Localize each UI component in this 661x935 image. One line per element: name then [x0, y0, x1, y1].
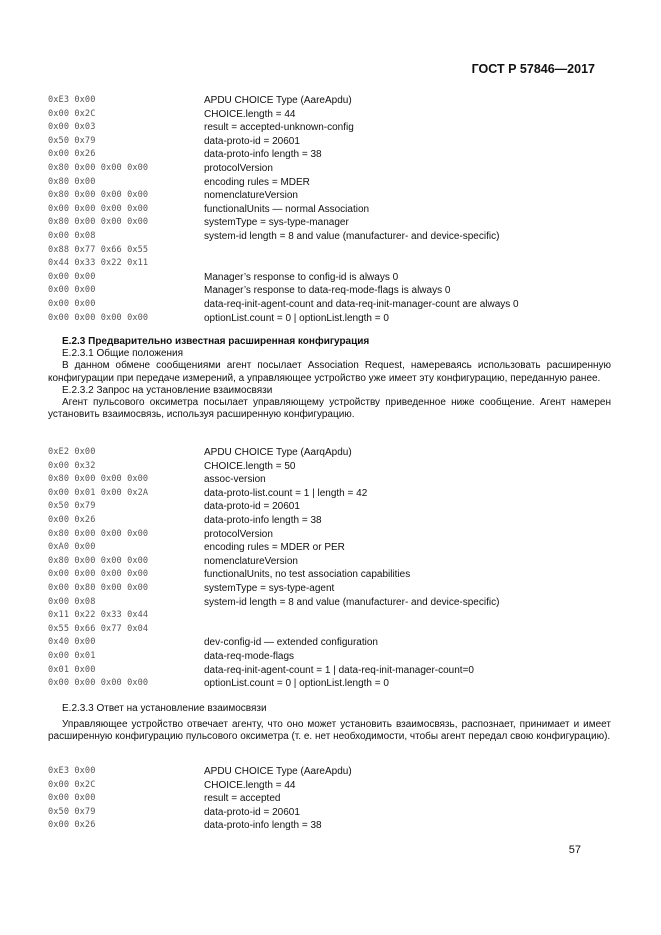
hex-bytes: 0x80 0x00 0x00 0x00 [48, 474, 149, 485]
field-description: protocolVersion [204, 162, 273, 174]
apdu-row [48, 636, 608, 650]
field-description: CHOICE.length = 50 [204, 460, 296, 472]
apdu-row [48, 555, 608, 569]
hex-bytes: 0x00 0x00 [48, 271, 96, 282]
field-description: protocolVersion [204, 528, 273, 540]
hex-bytes: 0x00 0x08 [48, 230, 96, 241]
hex-bytes: 0xE2 0x00 [48, 447, 96, 457]
apdu-row [48, 460, 608, 474]
hex-bytes: 0x40 0x00 [48, 637, 96, 648]
field-description: optionList.count = 0 | optionList.length = 0 [204, 678, 389, 690]
apdu-row [48, 176, 608, 190]
hex-bytes: 0x00 0x80 0x00 0x00 [48, 582, 149, 593]
section-e23 [48, 336, 611, 421]
hex-bytes: 0xE3 0x00 [48, 95, 96, 105]
hex-bytes: 0x50 0x79 [48, 806, 96, 817]
apdu-block-aare-2 [48, 765, 608, 833]
field-description: system-id length = 8 and value (manufacturer- and device-specific) [204, 230, 500, 242]
hex-bytes: 0x00 0x08 [48, 596, 96, 607]
field-description: system-id length = 8 and value (manufacturer- and device-specific) [204, 596, 500, 608]
apdu-row [48, 500, 608, 514]
field-description: optionList.count = 0 | optionList.length = 0 [204, 312, 389, 324]
apdu-row [48, 487, 608, 501]
apdu-row [48, 792, 608, 806]
hex-bytes: 0x00 0x00 [48, 793, 96, 804]
hex-bytes: 0x00 0x00 0x00 0x00 [48, 678, 149, 689]
hex-bytes: 0x80 0x00 0x00 0x00 [48, 217, 149, 228]
hex-bytes: 0x00 0x26 [48, 820, 96, 831]
field-description: systemType = sys-type-manager [204, 217, 349, 229]
hex-bytes: 0x00 0x2C [48, 108, 96, 119]
apdu-row [48, 108, 608, 122]
apdu-row [48, 230, 608, 244]
field-description: dev-config-id — extended configuration [204, 637, 378, 649]
hex-bytes: 0x00 0x26 [48, 514, 96, 525]
field-description: data-proto-id = 20601 [204, 806, 300, 818]
hex-bytes: 0x88 0x77 0x66 0x55 [48, 244, 149, 255]
field-description: encoding rules = MDER [204, 176, 310, 188]
field-description: result = accepted-unknown-config [204, 122, 354, 134]
subsection-title: Е.2.3.2 Запрос на установление взаимосвязи [62, 384, 273, 396]
field-description: result = accepted [204, 793, 281, 805]
field-description: data-req-init-agent-count = 1 | data-req-init-manager-count=0 [204, 664, 474, 676]
apdu-block-aare-1 [48, 94, 608, 325]
apdu-row [48, 765, 608, 779]
hex-bytes: 0xA0 0x00 [48, 542, 96, 553]
hex-bytes: 0x00 0x00 [48, 285, 96, 296]
apdu-row [48, 596, 608, 610]
hex-bytes: 0x80 0x00 0x00 0x00 [48, 528, 149, 539]
hex-bytes: 0x00 0x00 0x00 0x00 [48, 569, 149, 580]
apdu-row [48, 257, 608, 271]
subsection-title: Е.2.3.3 Ответ на установление взаимосвязи [62, 703, 267, 714]
section-e233 [48, 703, 611, 744]
apdu-row [48, 162, 608, 176]
apdu-row [48, 650, 608, 664]
hex-bytes: 0x00 0x26 [48, 149, 96, 160]
field-description: assoc-version [204, 474, 266, 486]
field-description: APDU CHOICE Type (AareApdu) [204, 95, 352, 106]
apdu-row [48, 189, 608, 203]
hex-bytes: 0x01 0x00 [48, 664, 96, 675]
hex-bytes: 0x00 0x00 0x00 0x00 [48, 203, 149, 214]
field-description: nomenclatureVersion [204, 555, 298, 567]
hex-bytes: 0x11 0x22 0x33 0x44 [48, 610, 149, 621]
apdu-row [48, 216, 608, 230]
field-description: functionalUnits — normal Association [204, 203, 370, 215]
apdu-row [48, 677, 608, 691]
apdu-row [48, 541, 608, 555]
paragraph: В данном обмене сообщениями агент посылает Association Request, намереваясь использовать расширенную конфигурации при передаче измерений, а управляющее устройство уже имеет эту конфигурацию, переданную ранее. [48, 360, 611, 384]
apdu-row [48, 298, 608, 312]
page-number: 57 [568, 844, 581, 856]
field-description: CHOICE.length = 44 [204, 779, 296, 791]
paragraph: Агент пульсового оксиметра посылает управляющему устройству приведенное ниже сообщение. Агент намерен установить взаимосвязь, используя расширенную конфигурацию. [48, 397, 611, 421]
hex-bytes: 0x00 0x01 0x00 0x2A [48, 487, 149, 498]
hex-bytes: 0x80 0x00 [48, 176, 96, 187]
field-description: data-req-init-agent-count and data-req-init-manager-count are always 0 [204, 298, 519, 310]
apdu-block-aarq [48, 446, 608, 691]
apdu-row [48, 623, 608, 637]
hex-bytes: 0x00 0x00 0x00 0x00 [48, 312, 149, 323]
paragraph: Управляющее устройство отвечает агенту, что оно может установить взаимосвязь, распознает, принимает и имеет расширенную конфигурацию пульсового оксиметра (т. е. нет необходимости, чтобы агент передал свою конфигурацию). [48, 719, 611, 743]
apdu-row [48, 528, 608, 542]
field-description: APDU CHOICE Type (AareApdu) [204, 766, 352, 777]
apdu-row [48, 664, 608, 678]
section-title: Е.2.3 Предварительно известная расширенная конфигурация [62, 336, 370, 347]
apdu-row [48, 779, 608, 793]
apdu-row [48, 819, 608, 833]
apdu-row [48, 473, 608, 487]
hex-bytes: 0x00 0x03 [48, 122, 96, 133]
apdu-row [48, 244, 608, 258]
document-header: ГОСТ Р 57846—2017 [471, 62, 595, 76]
apdu-row [48, 94, 608, 108]
field-description: encoding rules = MDER or PER [204, 542, 345, 554]
apdu-row [48, 514, 608, 528]
apdu-row [48, 121, 608, 135]
apdu-row [48, 609, 608, 623]
apdu-row [48, 284, 608, 298]
hex-bytes: 0x50 0x79 [48, 501, 96, 512]
field-description: Manager’s response to config-id is always 0 [204, 271, 399, 283]
field-description: nomenclatureVersion [204, 190, 298, 202]
apdu-row [48, 135, 608, 149]
field-description: systemType = sys-type-agent [204, 582, 335, 594]
apdu-row [48, 312, 608, 326]
apdu-row [48, 806, 608, 820]
field-description: data-proto-info length = 38 [204, 514, 322, 526]
hex-bytes: 0x00 0x01 [48, 650, 96, 661]
field-description: functionalUnits, no test association capabilities [204, 569, 411, 581]
hex-bytes: 0x80 0x00 0x00 0x00 [48, 555, 149, 566]
field-description: Manager’s response to data-req-mode-flags is always 0 [204, 285, 451, 297]
hex-bytes: 0x00 0x00 [48, 298, 96, 309]
field-description: data-proto-id = 20601 [204, 135, 300, 147]
field-description: data-proto-list.count = 1 | length = 42 [204, 487, 368, 499]
apdu-row [48, 568, 608, 582]
field-description: data-req-mode-flags [204, 650, 295, 662]
hex-bytes: 0x00 0x2C [48, 779, 96, 790]
apdu-row [48, 582, 608, 596]
hex-bytes: 0x55 0x66 0x77 0x04 [48, 623, 149, 634]
subsection-title: Е.2.3.1 Общие положения [62, 348, 184, 360]
field-description: data-proto-id = 20601 [204, 501, 300, 513]
hex-bytes: 0x80 0x00 0x00 0x00 [48, 162, 149, 173]
field-description: CHOICE.length = 44 [204, 108, 296, 120]
hex-bytes: 0xE3 0x00 [48, 766, 96, 776]
field-description: APDU CHOICE Type (AarqApdu) [204, 447, 352, 458]
apdu-row [48, 446, 608, 460]
hex-bytes: 0x00 0x32 [48, 460, 96, 471]
field-description: data-proto-info length = 38 [204, 820, 322, 832]
hex-bytes: 0x80 0x00 0x00 0x00 [48, 190, 149, 201]
apdu-row [48, 148, 608, 162]
hex-bytes: 0x50 0x79 [48, 135, 96, 146]
field-description: data-proto-info length = 38 [204, 149, 322, 161]
apdu-row [48, 271, 608, 285]
apdu-row [48, 203, 608, 217]
hex-bytes: 0x44 0x33 0x22 0x11 [48, 258, 149, 269]
